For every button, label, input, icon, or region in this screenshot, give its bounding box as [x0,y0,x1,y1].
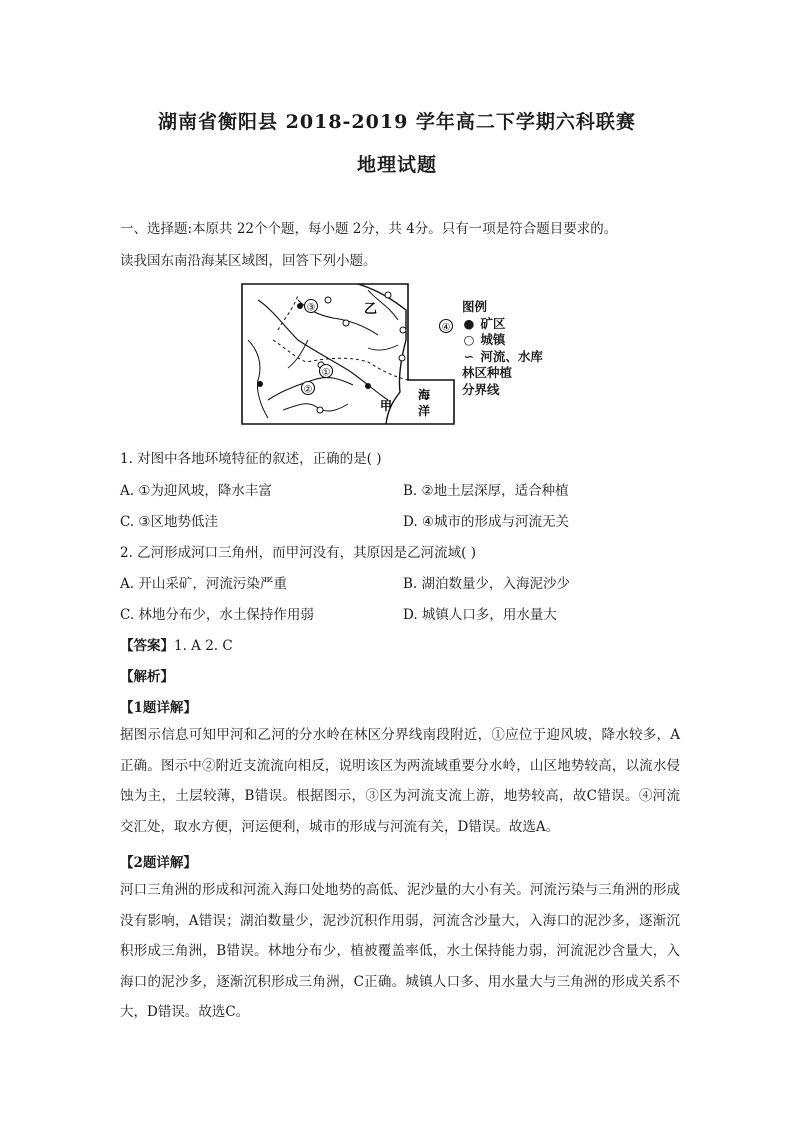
analysis-label: 【解析】 [120,669,174,685]
question-1-option-c: C. ③区地势低洼 [120,514,219,530]
legend-forest: 林区种植 [462,365,513,380]
question-2-option-c: C. 林地分布少，水土保持作用弱 [120,607,314,623]
question-2-option-a: A. 开山采矿，河流污染严重 [120,576,287,592]
answer-text: 1. A 2. C [174,638,233,654]
question-2-option-d: D. 城镇人口多，用水量大 [403,607,557,623]
question-1-option-d: D. ④城市的形成与河流无关 [403,514,570,530]
legend-title: 图例 [462,299,488,314]
region-map [238,280,460,428]
legend-forest-2: 分界线 [462,381,500,397]
q1-detail-label: 【1题详解】 [120,700,197,716]
mine-dot-icon: ● [463,315,475,331]
question-1-option-a: A. ①为迎风坡，降水丰富 [120,483,272,499]
map-label-2: ② [303,384,313,396]
q1-detail-text: 据图示信息可知甲河和乙河的分水岭在林区分界线南段附近，①应位于迎风坡，降水较多，A正确。图示中②附近支流流向相反，说明该区为两流域重要分水岭，山区地势较高，以流水侵蚀为主，土层较薄，B错误。根据图示，③区为河流支流上游，地势较高，故C错误。④河流交汇处，取水方便，河运便利，城市的形成与河流有关，D错误。故选A。 [120,727,680,835]
legend-river: ∽ 河流、水库 [463,348,543,364]
question-2-stem: 2. 乙河形成河口三角州，而甲河没有，其原因是乙河流域( ) [120,545,476,561]
page-title: 湖南省衡阳县 2018-2019 学年高二下学期六科联赛 [158,111,636,133]
map-label-yi: 乙 [364,302,378,317]
page-subtitle: 地理试题 [356,154,437,176]
map-label-jia: 甲 [380,399,393,413]
question-1-stem: 1. 对图中各地环境特征的叙述，正确的是( ) [120,451,382,467]
map-label-1: ① [321,367,331,379]
map-label-sea1: 海 [418,388,431,402]
legend-mine: ● 矿区 [463,315,506,331]
q2-detail-text: 河口三角洲的形成和河流入海口处地势的高低、泥沙量的大小有关。河流污染与三角洲的形成没有影响，A错误；湖泊数量少，泥沙沉积作用弱，河流含沙量大，入海口的泥沙多，逐渐沉积形成三角洲，B错误。林地分布少，植被覆盖率低，水土保持能力弱，河流泥沙含量大，入海口的泥沙多，逐渐沉积形成三角洲，C正确。城镇人口多、用水量大与三角洲的形成关系不大，D错误。故选C。 [120,882,680,1020]
section-intro: 读我国东南沿海某区域图，回答下列小题。 [120,253,377,269]
map-legend [462,299,543,398]
question-2-option-b: B. 湖泊数量少，入海泥沙少 [403,576,571,592]
answer-label: 【答案】 [120,638,174,654]
legend-town: ○ 城镇 [463,332,506,347]
question-1-option-b: B. ②地土层深厚，适合种植 [403,483,569,499]
map-label-3: ③ [306,302,316,314]
q2-detail-label: 【2题详解】 [120,855,197,871]
answer-line [120,634,233,654]
map-label-4: ④ [441,322,451,334]
region-map-drawing [238,280,460,428]
river-icon: ∽ [463,348,475,364]
town-circle-icon: ○ [463,332,475,347]
map-label-sea2: 洋 [418,404,431,418]
section-heading: 一、选择题:本原共 22个个题，每小题 2分，共 4分。只有一项是符合题目要求的。 [120,221,618,237]
